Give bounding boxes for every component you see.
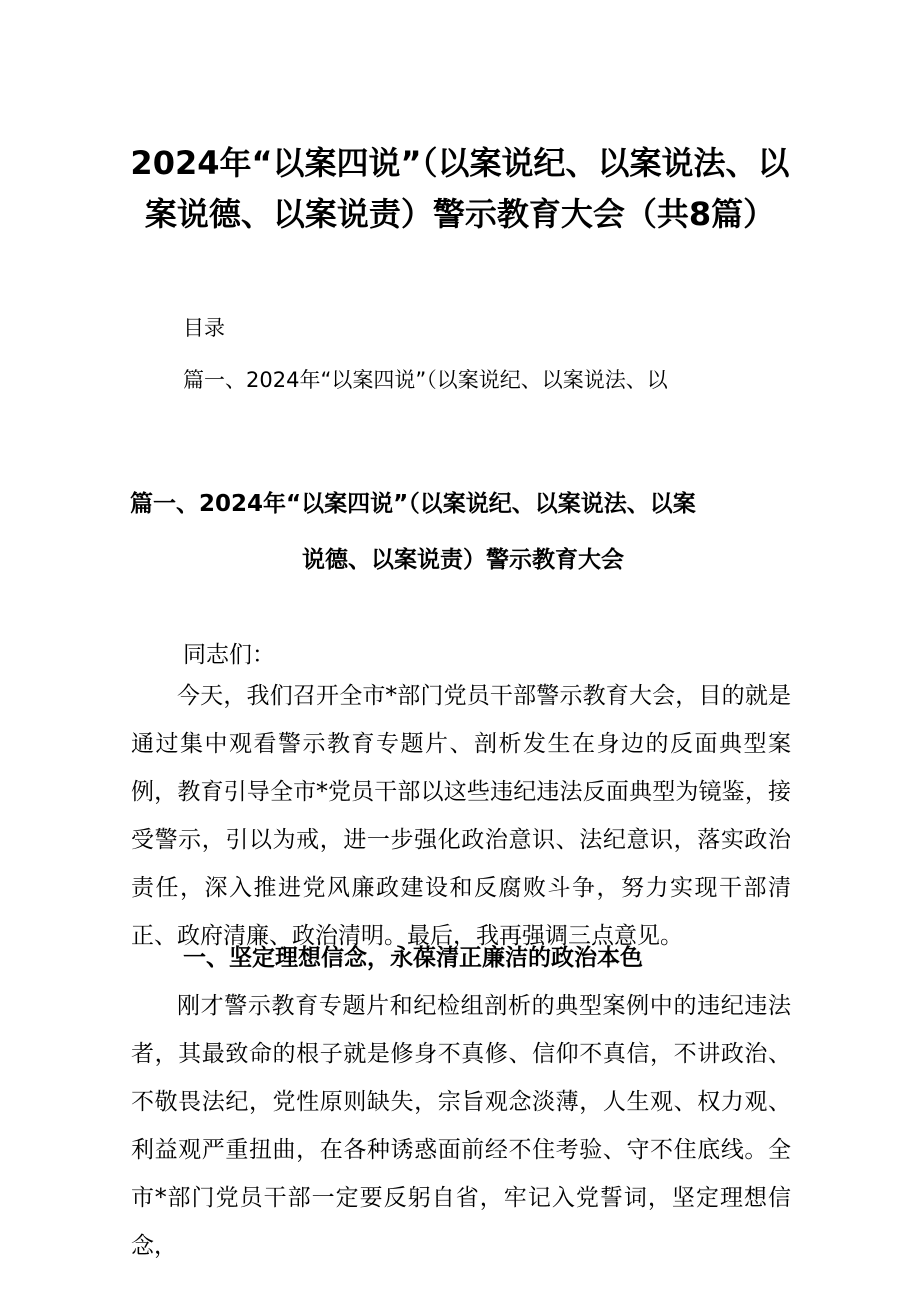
section-title-line-2: 说德、以案说责）警示教育大会 — [302, 547, 624, 573]
paragraph-1: 今天，我们召开全市*部门党员干部警示教育大会，目的就是通过集中观看警示教育专题片、剖析发生在身边的反面典型案例，教育引导全市*党员干部以这些违纪违法反面典型为镜鉴，接受警示，引以为戒，进一步强化政治意识、法纪意识，落实政治责任，深入推进党风廉政建设和反腐败斗争，努力实现干部清正、政府清廉、政治清明。最后，我再强调三点意见。 — [131, 683, 791, 949]
salutation: 同志们： — [183, 642, 275, 668]
toc-heading: 目录 — [183, 316, 225, 340]
paragraph-2: 刚才警示教育专题片和纪检组剖析的典型案例中的违纪违法者，其最致命的根子就是修身不真修、信仰不真信，不讲政治、不敬畏法纪，党性原则缺失，宗旨观念淡薄，人生观、权力观、利益观严重扭曲，在各种诱惑面前经不住考验、守不住底线。全市*部门党员干部一定要反躬自省，牢记入党誓词，坚定理想信念， — [131, 993, 791, 1259]
subheading-1: 一、坚定理想信念，永葆清正廉洁的政治本色 — [183, 945, 643, 971]
toc-item[interactable]: 篇一、2024年“以案四说”（以案说纪、以案说法、以 — [183, 368, 668, 392]
document-title: 2024年“以案四说”（以案说纪、以案说法、以案说德、以案说责）警示教育大会（共8篇） — [130, 144, 790, 233]
section-title — [130, 476, 790, 588]
section-title-line-1: 篇一、2024年“以案四说”（以案说纪、以案说法、以案 — [130, 491, 696, 517]
